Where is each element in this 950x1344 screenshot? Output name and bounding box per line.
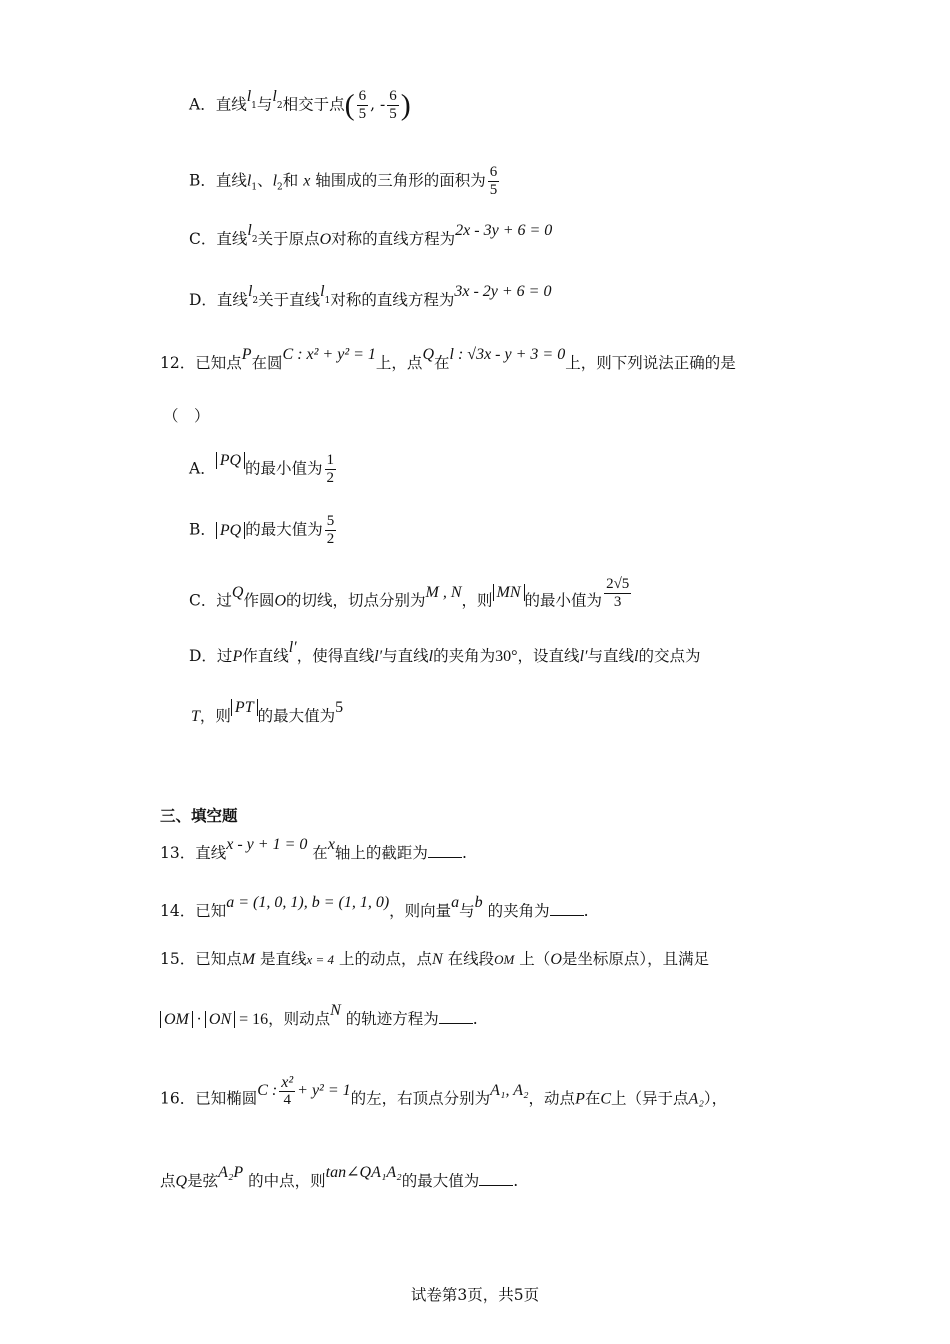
q16-cont: 点Q是弦A₂P 的中点，则tan∠QA₁A₂的最大值为 . — [160, 1164, 519, 1190]
q12-stem: 12．已知点P在圆C : x² + y² = 1上，点Q在l : √3x - y + 3 = 0上，则下列说法正确的是 — [160, 346, 736, 372]
q15: 15．已知点M 是直线x = 4 上的动点，点N 在线段OM 上（O是坐标原点），且满足 — [160, 950, 710, 968]
fraction: $\frac{2√5}{3}$ — [606, 576, 630, 610]
fraction: $\frac{6}{5}$ — [489, 164, 498, 198]
q12-option-a: A． PQ 的最小值为 $\frac{1}{2}$ — [189, 451, 335, 486]
fraction: $\frac{1}{2}$ — [326, 452, 335, 486]
q11-option-b: B．直线$l_1$、$l_2$和 x 轴围成的三角形的面积为 $\frac{6}{5}$ — [189, 164, 498, 198]
fraction: $\frac{6}{5}$ — [389, 88, 397, 122]
q12-option-d-cont: T，则 PT 的最大值为5 — [191, 699, 344, 725]
answer-blank — [428, 843, 462, 858]
q11-option-c: C．直线$l_2$关于原点O对称的直线方程为2x - 3y + 6 = 0 — [189, 222, 553, 248]
q12-option-b: B． PQ 的最大值为 $\frac{5}{2}$ — [189, 513, 335, 547]
q11-option-d: D．直线$l_2$关于直线$l_1$对称的直线方程为3x - 2y + 6 = 0 — [189, 283, 552, 309]
q14: 14．已知a = (1, 0, 1), b = (1, 1, 0)，则向量a与b 的夹角为 . — [160, 894, 589, 920]
q13: 13．直线x - y + 1 = 0 在x轴上的截距为 . — [160, 836, 467, 862]
q12-option-c: C．过Q作圆O的切线，切点分别为M , N，则 MN 的最小值为 $\frac{2√5}{3}$ — [189, 576, 630, 610]
q12-answer-paren: （ ） — [163, 407, 210, 425]
answer-blank — [439, 1009, 473, 1024]
fraction: $\frac{\text{x²}}{4}$ — [281, 1074, 294, 1108]
q16: 16．已知椭圆C : $\frac{\text{x²}}{4}$ + y² = 1的左，右顶点分别为A₁, A₂，动点P在C上（异于点A₂）， — [160, 1074, 728, 1108]
answer-blank — [550, 901, 584, 916]
q12-option-d: D．过P作直线l′，使得直线l′与直线l的夹角为30°，设直线l′与直线l的交点为 — [189, 639, 701, 665]
page-footer: 试卷第3页，共5页 — [410, 1286, 540, 1304]
q11-option-a: A．直线$l_1$与$l_2$相交于点( $\frac{6}{5}$ , - $\frac{6}{5}$ ) — [189, 87, 411, 122]
section-title: 三、填空题 — [160, 806, 238, 825]
fraction: $\frac{6}{5}$ — [358, 88, 367, 122]
answer-blank — [479, 1171, 513, 1186]
fraction: $\frac{5}{2}$ — [326, 513, 335, 547]
q15-cont: OM · ON = 16，则动点N 的轨迹方程为 . — [160, 1008, 478, 1031]
